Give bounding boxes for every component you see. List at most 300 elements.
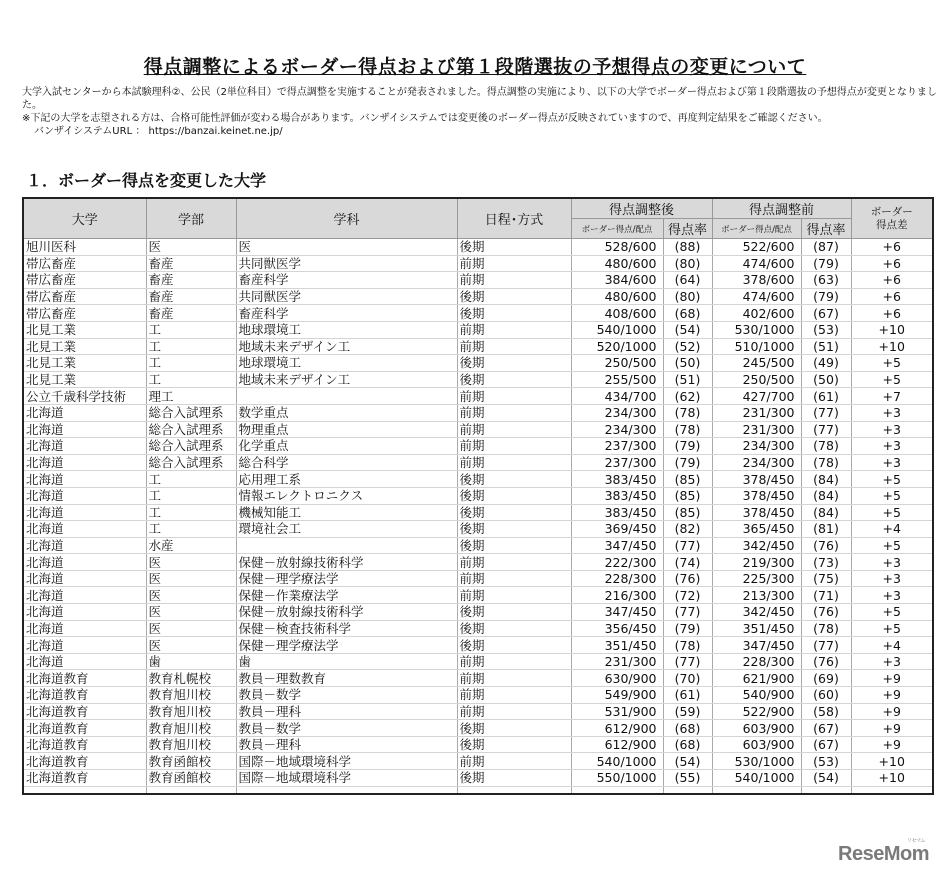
cell-after-score: 383/450 xyxy=(571,471,663,488)
table-row xyxy=(23,255,933,272)
cell-after-score: 383/450 xyxy=(571,504,663,521)
cell-before-score: 378/600 xyxy=(712,272,801,289)
table-row xyxy=(23,637,933,654)
cell-after-score: 520/1000 xyxy=(571,338,663,355)
cell-score-diff: +3 xyxy=(851,554,933,571)
cell-university: 北海道教育 xyxy=(23,703,146,720)
cell-before-rate: (84) xyxy=(801,471,851,488)
cell-before-rate: (79) xyxy=(801,255,851,272)
cell-after-rate: (70) xyxy=(663,670,712,687)
cell-before-score: 234/300 xyxy=(712,454,801,471)
cell-before-rate: (69) xyxy=(801,670,851,687)
cell-university: 北海道 xyxy=(23,521,146,538)
cell-score-diff: +9 xyxy=(851,736,933,753)
cell-after-rate: (72) xyxy=(663,587,712,604)
cell-score-diff: +6 xyxy=(851,239,933,256)
table-row xyxy=(23,587,933,604)
cell-cutoff xyxy=(146,786,236,794)
cell-before-score: 540/1000 xyxy=(712,770,801,787)
cell-department: 共同獣医学 xyxy=(236,255,457,272)
cell-before-score: 225/300 xyxy=(712,570,801,587)
cell-schedule: 前期 xyxy=(457,255,571,272)
cell-cutoff xyxy=(712,786,801,794)
table-row xyxy=(23,736,933,753)
cell-after-score: 347/450 xyxy=(571,604,663,621)
cell-schedule: 後期 xyxy=(457,770,571,787)
cell-schedule: 後期 xyxy=(457,720,571,737)
cell-university: 北海道 xyxy=(23,620,146,637)
cell-after-rate: (68) xyxy=(663,305,712,322)
cell-after-rate: (82) xyxy=(663,521,712,538)
cell-score-diff: +5 xyxy=(851,487,933,504)
cell-faculty: 医 xyxy=(146,239,236,256)
cell-before-score: 250/500 xyxy=(712,371,801,388)
cell-before-rate: (50) xyxy=(801,371,851,388)
cell-schedule: 前期 xyxy=(457,670,571,687)
cell-score-diff: +9 xyxy=(851,703,933,720)
table-row xyxy=(23,521,933,538)
cell-before-rate: (76) xyxy=(801,537,851,554)
cell-faculty: 教育旭川校 xyxy=(146,720,236,737)
cell-university: 北海道 xyxy=(23,537,146,554)
cell-schedule: 前期 xyxy=(457,388,571,405)
cell-faculty: 畜産 xyxy=(146,288,236,305)
cell-schedule: 前期 xyxy=(457,653,571,670)
cell-after-rate: (78) xyxy=(663,421,712,438)
cell-score-diff: +9 xyxy=(851,720,933,737)
table-row xyxy=(23,288,933,305)
cell-faculty: 医 xyxy=(146,554,236,571)
cell-after-rate: (79) xyxy=(663,620,712,637)
table-row xyxy=(23,554,933,571)
cell-before-rate: (53) xyxy=(801,321,851,338)
cell-university: 帯広畜産 xyxy=(23,255,146,272)
cell-after-rate: (79) xyxy=(663,454,712,471)
cell-before-rate: (51) xyxy=(801,338,851,355)
cell-score-diff: +3 xyxy=(851,438,933,455)
cell-after-rate: (68) xyxy=(663,720,712,737)
cell-after-score: 216/300 xyxy=(571,587,663,604)
cell-faculty: 工 xyxy=(146,321,236,338)
table-row xyxy=(23,604,933,621)
cell-after-score: 408/600 xyxy=(571,305,663,322)
cell-score-diff: +9 xyxy=(851,670,933,687)
cell-after-rate: (50) xyxy=(663,355,712,372)
cell-schedule: 後期 xyxy=(457,371,571,388)
cell-schedule: 前期 xyxy=(457,570,571,587)
cell-after-score: 384/600 xyxy=(571,272,663,289)
cell-university: 北海道教育 xyxy=(23,687,146,704)
cell-department xyxy=(236,388,457,405)
table-row xyxy=(23,770,933,787)
cell-faculty: 教育札幌校 xyxy=(146,670,236,687)
cell-university: 北海道 xyxy=(23,554,146,571)
cell-after-score: 250/500 xyxy=(571,355,663,372)
cell-after-rate: (79) xyxy=(663,438,712,455)
cell-faculty: 教育旭川校 xyxy=(146,736,236,753)
border-score-table xyxy=(22,197,934,795)
cell-score-diff: +6 xyxy=(851,288,933,305)
cell-university: 北海道教育 xyxy=(23,736,146,753)
cell-department: 総合科学 xyxy=(236,454,457,471)
cell-after-score: 234/300 xyxy=(571,404,663,421)
cell-after-score: 480/600 xyxy=(571,288,663,305)
cell-before-rate: (73) xyxy=(801,554,851,571)
cell-after-rate: (85) xyxy=(663,471,712,488)
cell-before-rate: (78) xyxy=(801,454,851,471)
cell-before-score: 228/300 xyxy=(712,653,801,670)
cell-university: 北海道 xyxy=(23,653,146,670)
cell-department: 保健－放射線技術科学 xyxy=(236,604,457,621)
cell-faculty: 総合入試理系 xyxy=(146,454,236,471)
table-row xyxy=(23,454,933,471)
cell-before-score: 231/300 xyxy=(712,421,801,438)
table-row xyxy=(23,687,933,704)
cell-faculty: 医 xyxy=(146,587,236,604)
cell-after-rate: (52) xyxy=(663,338,712,355)
cell-after-rate: (88) xyxy=(663,239,712,256)
cell-after-score: 612/900 xyxy=(571,736,663,753)
cell-cutoff xyxy=(663,786,712,794)
cell-score-diff: +10 xyxy=(851,338,933,355)
cell-score-diff: +10 xyxy=(851,770,933,787)
intro-text xyxy=(22,86,937,138)
cell-after-rate: (80) xyxy=(663,288,712,305)
table-row xyxy=(23,388,933,405)
cell-department: 地域未来デザイン工 xyxy=(236,338,457,355)
cell-after-score: 540/1000 xyxy=(571,321,663,338)
cell-university: 北海道 xyxy=(23,587,146,604)
header-faculty: 学部 xyxy=(146,198,236,239)
cell-schedule: 前期 xyxy=(457,554,571,571)
header-department: 学科 xyxy=(236,198,457,239)
cell-department: 数学重点 xyxy=(236,404,457,421)
cell-after-score: 540/1000 xyxy=(571,753,663,770)
cell-after-rate: (77) xyxy=(663,604,712,621)
header-before-score: ボーダー得点/配点 xyxy=(712,219,801,239)
cell-faculty: 工 xyxy=(146,521,236,538)
table-row xyxy=(23,537,933,554)
table-row xyxy=(23,504,933,521)
logo-text: ReseMom xyxy=(838,843,929,865)
cell-after-rate: (51) xyxy=(663,371,712,388)
cell-before-rate: (49) xyxy=(801,355,851,372)
cell-before-score: 347/450 xyxy=(712,637,801,654)
cell-before-rate: (67) xyxy=(801,720,851,737)
cell-department: 化学重点 xyxy=(236,438,457,455)
table-row-cutoff xyxy=(23,786,933,794)
cell-score-diff: +10 xyxy=(851,321,933,338)
cell-before-score: 378/450 xyxy=(712,471,801,488)
cell-university: 北見工業 xyxy=(23,355,146,372)
cell-university: 公立千歳科学技術 xyxy=(23,388,146,405)
cell-after-score: 612/900 xyxy=(571,720,663,737)
cell-before-score: 245/500 xyxy=(712,355,801,372)
cell-before-rate: (76) xyxy=(801,604,851,621)
cell-department: 畜産科学 xyxy=(236,305,457,322)
page-title: 得点調整によるボーダー得点および第１段階選抜の予想得点の変更について xyxy=(143,56,807,78)
cell-schedule: 前期 xyxy=(457,687,571,704)
cell-department: 環境社会工 xyxy=(236,521,457,538)
cell-after-score: 228/300 xyxy=(571,570,663,587)
resemom-logo xyxy=(838,838,929,866)
cell-before-score: 365/450 xyxy=(712,521,801,538)
cell-faculty: 工 xyxy=(146,504,236,521)
cell-after-score: 351/450 xyxy=(571,637,663,654)
cell-schedule: 後期 xyxy=(457,355,571,372)
cell-faculty: 歯 xyxy=(146,653,236,670)
cell-after-score: 528/600 xyxy=(571,239,663,256)
cell-schedule: 後期 xyxy=(457,620,571,637)
cell-score-diff: +5 xyxy=(851,504,933,521)
cell-faculty: 医 xyxy=(146,637,236,654)
cell-after-score: 231/300 xyxy=(571,653,663,670)
table-row xyxy=(23,570,933,587)
cell-cutoff xyxy=(801,786,851,794)
table-row xyxy=(23,421,933,438)
table-body xyxy=(23,239,933,794)
cell-department: 国際－地域環境科学 xyxy=(236,770,457,787)
cell-after-score: 549/900 xyxy=(571,687,663,704)
cell-before-rate: (60) xyxy=(801,687,851,704)
cell-schedule: 後期 xyxy=(457,604,571,621)
cell-after-score: 356/450 xyxy=(571,620,663,637)
cell-before-score: 530/1000 xyxy=(712,753,801,770)
cell-university: 北見工業 xyxy=(23,338,146,355)
cell-university: 北海道教育 xyxy=(23,770,146,787)
cell-department: 教員－数学 xyxy=(236,720,457,737)
cell-schedule: 前期 xyxy=(457,272,571,289)
cell-before-rate: (71) xyxy=(801,587,851,604)
cell-before-rate: (84) xyxy=(801,504,851,521)
cell-schedule: 前期 xyxy=(457,753,571,770)
cell-before-score: 530/1000 xyxy=(712,321,801,338)
cell-after-rate: (62) xyxy=(663,388,712,405)
cell-score-diff: +5 xyxy=(851,371,933,388)
cell-score-diff: +6 xyxy=(851,272,933,289)
table-row xyxy=(23,321,933,338)
cell-score-diff: +3 xyxy=(851,587,933,604)
cell-score-diff: +3 xyxy=(851,454,933,471)
cell-score-diff: +4 xyxy=(851,637,933,654)
cell-after-score: 630/900 xyxy=(571,670,663,687)
cell-faculty: 医 xyxy=(146,570,236,587)
cell-after-rate: (85) xyxy=(663,487,712,504)
cell-before-rate: (78) xyxy=(801,620,851,637)
cell-before-score: 427/700 xyxy=(712,388,801,405)
cell-before-score: 603/900 xyxy=(712,720,801,737)
cell-faculty: 教育函館校 xyxy=(146,753,236,770)
cell-after-rate: (61) xyxy=(663,687,712,704)
cell-schedule: 前期 xyxy=(457,338,571,355)
cell-department: 保健－放射線技術科学 xyxy=(236,554,457,571)
cell-faculty: 畜産 xyxy=(146,255,236,272)
header-diff-line2: 得点差 xyxy=(876,218,908,231)
cell-university: 北海道 xyxy=(23,487,146,504)
cell-before-score: 621/900 xyxy=(712,670,801,687)
cell-university: 北海道 xyxy=(23,570,146,587)
cell-after-rate: (85) xyxy=(663,504,712,521)
cell-department: 保健－理学療法学 xyxy=(236,570,457,587)
cell-after-rate: (64) xyxy=(663,272,712,289)
cell-score-diff: +3 xyxy=(851,421,933,438)
cell-score-diff: +5 xyxy=(851,355,933,372)
cell-after-rate: (78) xyxy=(663,637,712,654)
table-row xyxy=(23,620,933,637)
cell-university: 北海道 xyxy=(23,471,146,488)
cell-schedule: 前期 xyxy=(457,587,571,604)
cell-before-rate: (67) xyxy=(801,305,851,322)
table-row xyxy=(23,272,933,289)
cell-department: 保健－作業療法学 xyxy=(236,587,457,604)
cell-score-diff: +9 xyxy=(851,687,933,704)
cell-before-rate: (84) xyxy=(801,487,851,504)
cell-before-score: 474/600 xyxy=(712,255,801,272)
cell-before-rate: (77) xyxy=(801,637,851,654)
cell-cutoff xyxy=(236,786,457,794)
cell-after-rate: (54) xyxy=(663,321,712,338)
table-row xyxy=(23,653,933,670)
cell-department: 物理重点 xyxy=(236,421,457,438)
cell-department: 保健－検査技術科学 xyxy=(236,620,457,637)
cell-university: 北海道教育 xyxy=(23,670,146,687)
header-before-rate: 得点率 xyxy=(801,219,851,239)
cell-score-diff: +10 xyxy=(851,753,933,770)
cell-department: 教員－理科 xyxy=(236,736,457,753)
header-score-difference xyxy=(851,198,933,239)
cell-faculty: 教育旭川校 xyxy=(146,687,236,704)
cell-schedule: 後期 xyxy=(457,537,571,554)
cell-university: 帯広畜産 xyxy=(23,288,146,305)
cell-faculty: 総合入試理系 xyxy=(146,421,236,438)
cell-before-rate: (79) xyxy=(801,288,851,305)
cell-before-score: 213/300 xyxy=(712,587,801,604)
cell-before-score: 510/1000 xyxy=(712,338,801,355)
cell-cutoff xyxy=(23,786,146,794)
cell-schedule: 後期 xyxy=(457,288,571,305)
cell-before-rate: (77) xyxy=(801,421,851,438)
cell-before-rate: (81) xyxy=(801,521,851,538)
cell-faculty: 工 xyxy=(146,355,236,372)
cell-before-score: 378/450 xyxy=(712,504,801,521)
cell-before-score: 522/900 xyxy=(712,703,801,720)
cell-before-rate: (54) xyxy=(801,770,851,787)
cell-university: 北見工業 xyxy=(23,371,146,388)
intro-paragraph-1: 大学入試センターから本試験理科②、公民（2単位科目）で得点調整を実施することが発表されました。得点調整の実施により、以下の大学でボーダー得点および第１段階選抜の予想得点が変更となりました。 xyxy=(22,87,937,111)
cell-after-rate: (54) xyxy=(663,753,712,770)
intro-paragraph-2: ※下記の大学を志望される方は、合格可能性評価が変わる場合があります。バンザイシステムでは変更後のボーダー得点が反映されていますので、再度判定結果をご確認ください。 xyxy=(22,113,828,124)
cell-university: 北海道 xyxy=(23,421,146,438)
cell-after-rate: (68) xyxy=(663,736,712,753)
cell-university: 北海道教育 xyxy=(23,720,146,737)
table-row xyxy=(23,338,933,355)
table-row xyxy=(23,670,933,687)
cell-faculty: 教育函館校 xyxy=(146,770,236,787)
cell-university: 帯広畜産 xyxy=(23,305,146,322)
cell-before-score: 234/300 xyxy=(712,438,801,455)
cell-after-score: 531/900 xyxy=(571,703,663,720)
cell-score-diff: +5 xyxy=(851,604,933,621)
cell-department: 地球環境工 xyxy=(236,321,457,338)
cell-schedule: 後期 xyxy=(457,305,571,322)
cell-university: 北海道 xyxy=(23,637,146,654)
cell-cutoff xyxy=(457,786,571,794)
cell-faculty: 工 xyxy=(146,371,236,388)
table-row xyxy=(23,487,933,504)
cell-before-score: 378/450 xyxy=(712,487,801,504)
cell-schedule: 前期 xyxy=(457,321,571,338)
cell-before-rate: (76) xyxy=(801,653,851,670)
cell-after-score: 369/450 xyxy=(571,521,663,538)
cell-university: 帯広畜産 xyxy=(23,272,146,289)
cell-score-diff: +5 xyxy=(851,537,933,554)
cell-faculty: 畜産 xyxy=(146,305,236,322)
cell-before-score: 342/450 xyxy=(712,537,801,554)
cell-before-rate: (53) xyxy=(801,753,851,770)
cell-university: 北海道教育 xyxy=(23,753,146,770)
cell-after-score: 255/500 xyxy=(571,371,663,388)
cell-department: 共同獣医学 xyxy=(236,288,457,305)
cell-department: 地球環境工 xyxy=(236,355,457,372)
header-after-score: ボーダー得点/配点 xyxy=(571,219,663,239)
header-diff-line1: ボーダー xyxy=(870,205,913,218)
cell-after-score: 550/1000 xyxy=(571,770,663,787)
cell-before-score: 522/600 xyxy=(712,239,801,256)
cell-schedule: 前期 xyxy=(457,404,571,421)
cell-after-score: 237/300 xyxy=(571,454,663,471)
cell-university: 北海道 xyxy=(23,504,146,521)
cell-faculty: 総合入試理系 xyxy=(146,438,236,455)
cell-after-rate: (59) xyxy=(663,703,712,720)
cell-university: 北海道 xyxy=(23,438,146,455)
cell-faculty: 水産 xyxy=(146,537,236,554)
cell-after-score: 434/700 xyxy=(571,388,663,405)
cell-after-rate: (74) xyxy=(663,554,712,571)
table-row xyxy=(23,404,933,421)
cell-schedule: 前期 xyxy=(457,438,571,455)
cell-before-rate: (61) xyxy=(801,388,851,405)
cell-university: 北見工業 xyxy=(23,321,146,338)
cell-faculty: 医 xyxy=(146,604,236,621)
cell-after-score: 480/600 xyxy=(571,255,663,272)
cell-schedule: 前期 xyxy=(457,454,571,471)
cell-faculty: 畜産 xyxy=(146,272,236,289)
table-row xyxy=(23,720,933,737)
cell-faculty: 総合入試理系 xyxy=(146,404,236,421)
cell-department: 医 xyxy=(236,239,457,256)
cell-cutoff xyxy=(571,786,663,794)
cell-schedule: 後期 xyxy=(457,637,571,654)
cell-department: 国際－地域環境科学 xyxy=(236,753,457,770)
cell-schedule: 後期 xyxy=(457,471,571,488)
cell-before-rate: (63) xyxy=(801,272,851,289)
table-row xyxy=(23,239,933,256)
cell-schedule: 後期 xyxy=(457,521,571,538)
cell-department xyxy=(236,537,457,554)
cell-score-diff: +3 xyxy=(851,404,933,421)
cell-schedule: 後期 xyxy=(457,736,571,753)
cell-department: 地域未来デザイン工 xyxy=(236,371,457,388)
cell-university: 北海道 xyxy=(23,454,146,471)
cell-after-score: 347/450 xyxy=(571,537,663,554)
table-row xyxy=(23,305,933,322)
header-university: 大学 xyxy=(23,198,146,239)
cell-score-diff: +5 xyxy=(851,620,933,637)
cell-department: 保健－理学療法学 xyxy=(236,637,457,654)
cell-before-rate: (87) xyxy=(801,239,851,256)
cell-before-score: 351/450 xyxy=(712,620,801,637)
cell-before-rate: (58) xyxy=(801,703,851,720)
